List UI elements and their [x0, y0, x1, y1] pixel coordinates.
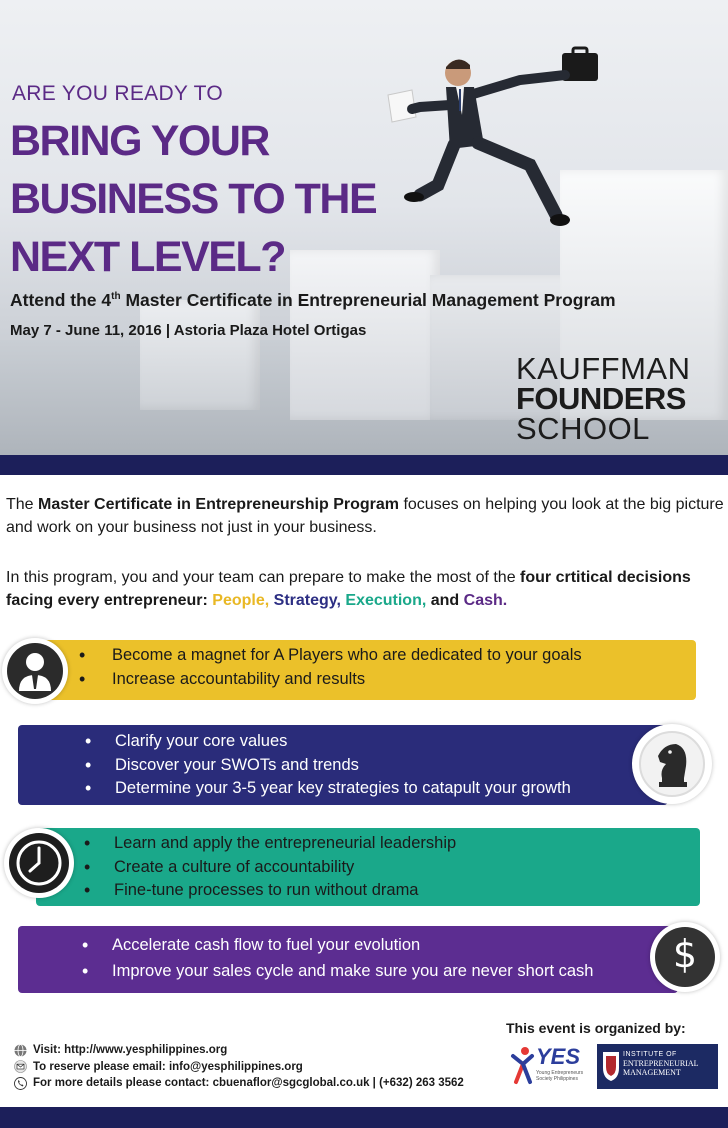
list-item: • Become a magnet for A Players who are dedicated to your goals: [112, 643, 582, 667]
intro-text: In this program, you and your team can prepare to make the most of the: [6, 569, 521, 586]
and-word: and: [430, 592, 460, 609]
iem-logo: [597, 1044, 718, 1089]
clock-glyph: [14, 838, 64, 888]
crest-icon: [601, 1050, 621, 1082]
decisions-text: four crtitical decisions facing every entrepreneur:: [6, 569, 691, 609]
hero-banner: [0, 0, 728, 455]
cash-banner: [18, 926, 678, 993]
program-name: Master Certificate in Entrepreneurship Program: [38, 496, 399, 513]
divider-band: [0, 455, 728, 475]
list-item: • Clarify your core values: [115, 730, 571, 754]
clock-icon: [4, 828, 74, 898]
execution-word: Execution,: [345, 592, 427, 609]
user-icon: [2, 638, 68, 704]
headline: [10, 112, 430, 286]
yes-tagline: Young Entrepreneurs Society Philippines: [536, 1070, 584, 1082]
yes-figure-icon: [510, 1046, 536, 1086]
list-item: • Discover your SWOTs and trends: [115, 754, 571, 778]
envelope-icon: [14, 1060, 27, 1073]
strategy-list: [115, 730, 571, 801]
hero-block: [140, 300, 260, 410]
program-title-suffix: Master Certificate in Entrepreneurial Management Program: [120, 290, 616, 310]
website-link[interactable]: Visit: http://www.yesphilippines.org: [33, 1044, 228, 1056]
people-word: People,: [212, 592, 270, 609]
execution-banner: [36, 828, 700, 906]
iem-name: [623, 1059, 699, 1077]
email-row: [14, 1059, 464, 1075]
headline-line: NEXT LEVEL?: [10, 233, 285, 281]
logo-line: SCHOOL: [516, 411, 650, 446]
dollar-glyph: $: [672, 932, 698, 976]
yes-philippines-logo: [508, 1044, 588, 1088]
iem-line1: INSTITUTE OF: [623, 1051, 677, 1058]
list-item: • Learn and apply the entrepreneurial leadership: [114, 832, 456, 856]
strategy-banner: [18, 725, 668, 805]
globe-icon: [14, 1044, 27, 1057]
headline-line: BUSINESS TO THE: [10, 175, 377, 223]
list-item: • Determine your 3-5 year key strategies to catapult your growth: [115, 777, 571, 801]
iem-line2: ENTREPRENEURIAL: [623, 1059, 699, 1068]
intro-text: The: [6, 496, 39, 513]
phone-text: For more details please contact: cbuenaflor@sgcglobal.co.uk | (+632) 263 3562: [33, 1077, 464, 1089]
phone-row: [14, 1075, 464, 1091]
people-banner: [40, 640, 696, 700]
cash-list: [112, 932, 593, 984]
decisions-paragraph: [6, 566, 726, 612]
user-glyph: [15, 649, 55, 693]
list-item: • Increase accountability and results: [112, 667, 582, 691]
cash-word: Cash.: [463, 592, 508, 609]
logo-line: KAUFFMAN: [516, 351, 691, 386]
strategy-word: Strategy,: [273, 592, 341, 609]
people-list: [112, 643, 582, 691]
intro-paragraph: [6, 493, 726, 539]
logo-line: FOUNDERS: [516, 381, 686, 416]
program-title-prefix: Attend the 4: [10, 290, 112, 310]
email-link[interactable]: To reserve please email: info@yesphilippines.org: [33, 1060, 303, 1073]
yes-wordmark: YES: [536, 1044, 581, 1069]
list-item: • Accelerate cash flow to fuel your evolution: [112, 932, 593, 958]
iem-line3: MANAGEMENT: [623, 1068, 681, 1077]
knight-glyph: [654, 740, 692, 788]
list-item: • Fine-tune processes to run without drama: [114, 879, 456, 903]
list-item: • Create a culture of accountability: [114, 856, 456, 880]
dates-venue: May 7 - June 11, 2016 | Astoria Plaza Hotel Ortigas: [10, 322, 367, 339]
ordinal-suffix: th: [111, 291, 121, 303]
phone-icon: [14, 1077, 27, 1090]
dollar-icon: [650, 922, 720, 992]
execution-list: [114, 832, 456, 903]
chess-knight-icon: [632, 724, 712, 804]
contact-info: [14, 1042, 464, 1092]
kauffman-founders-school-logo: [516, 351, 716, 446]
list-item: • Improve your sales cycle and make sure you are never short cash: [112, 958, 593, 984]
pre-title: ARE YOU READY TO: [12, 82, 223, 105]
headline-line: BRING YOUR: [10, 117, 269, 165]
website-row: [14, 1042, 464, 1058]
organizers-label: This event is organized by:: [506, 1020, 686, 1036]
footer-band: [0, 1107, 728, 1128]
intro-text: focuses on helping you look at the big picture and work on your business not just in your business.: [6, 496, 724, 536]
program-title: [10, 290, 616, 311]
